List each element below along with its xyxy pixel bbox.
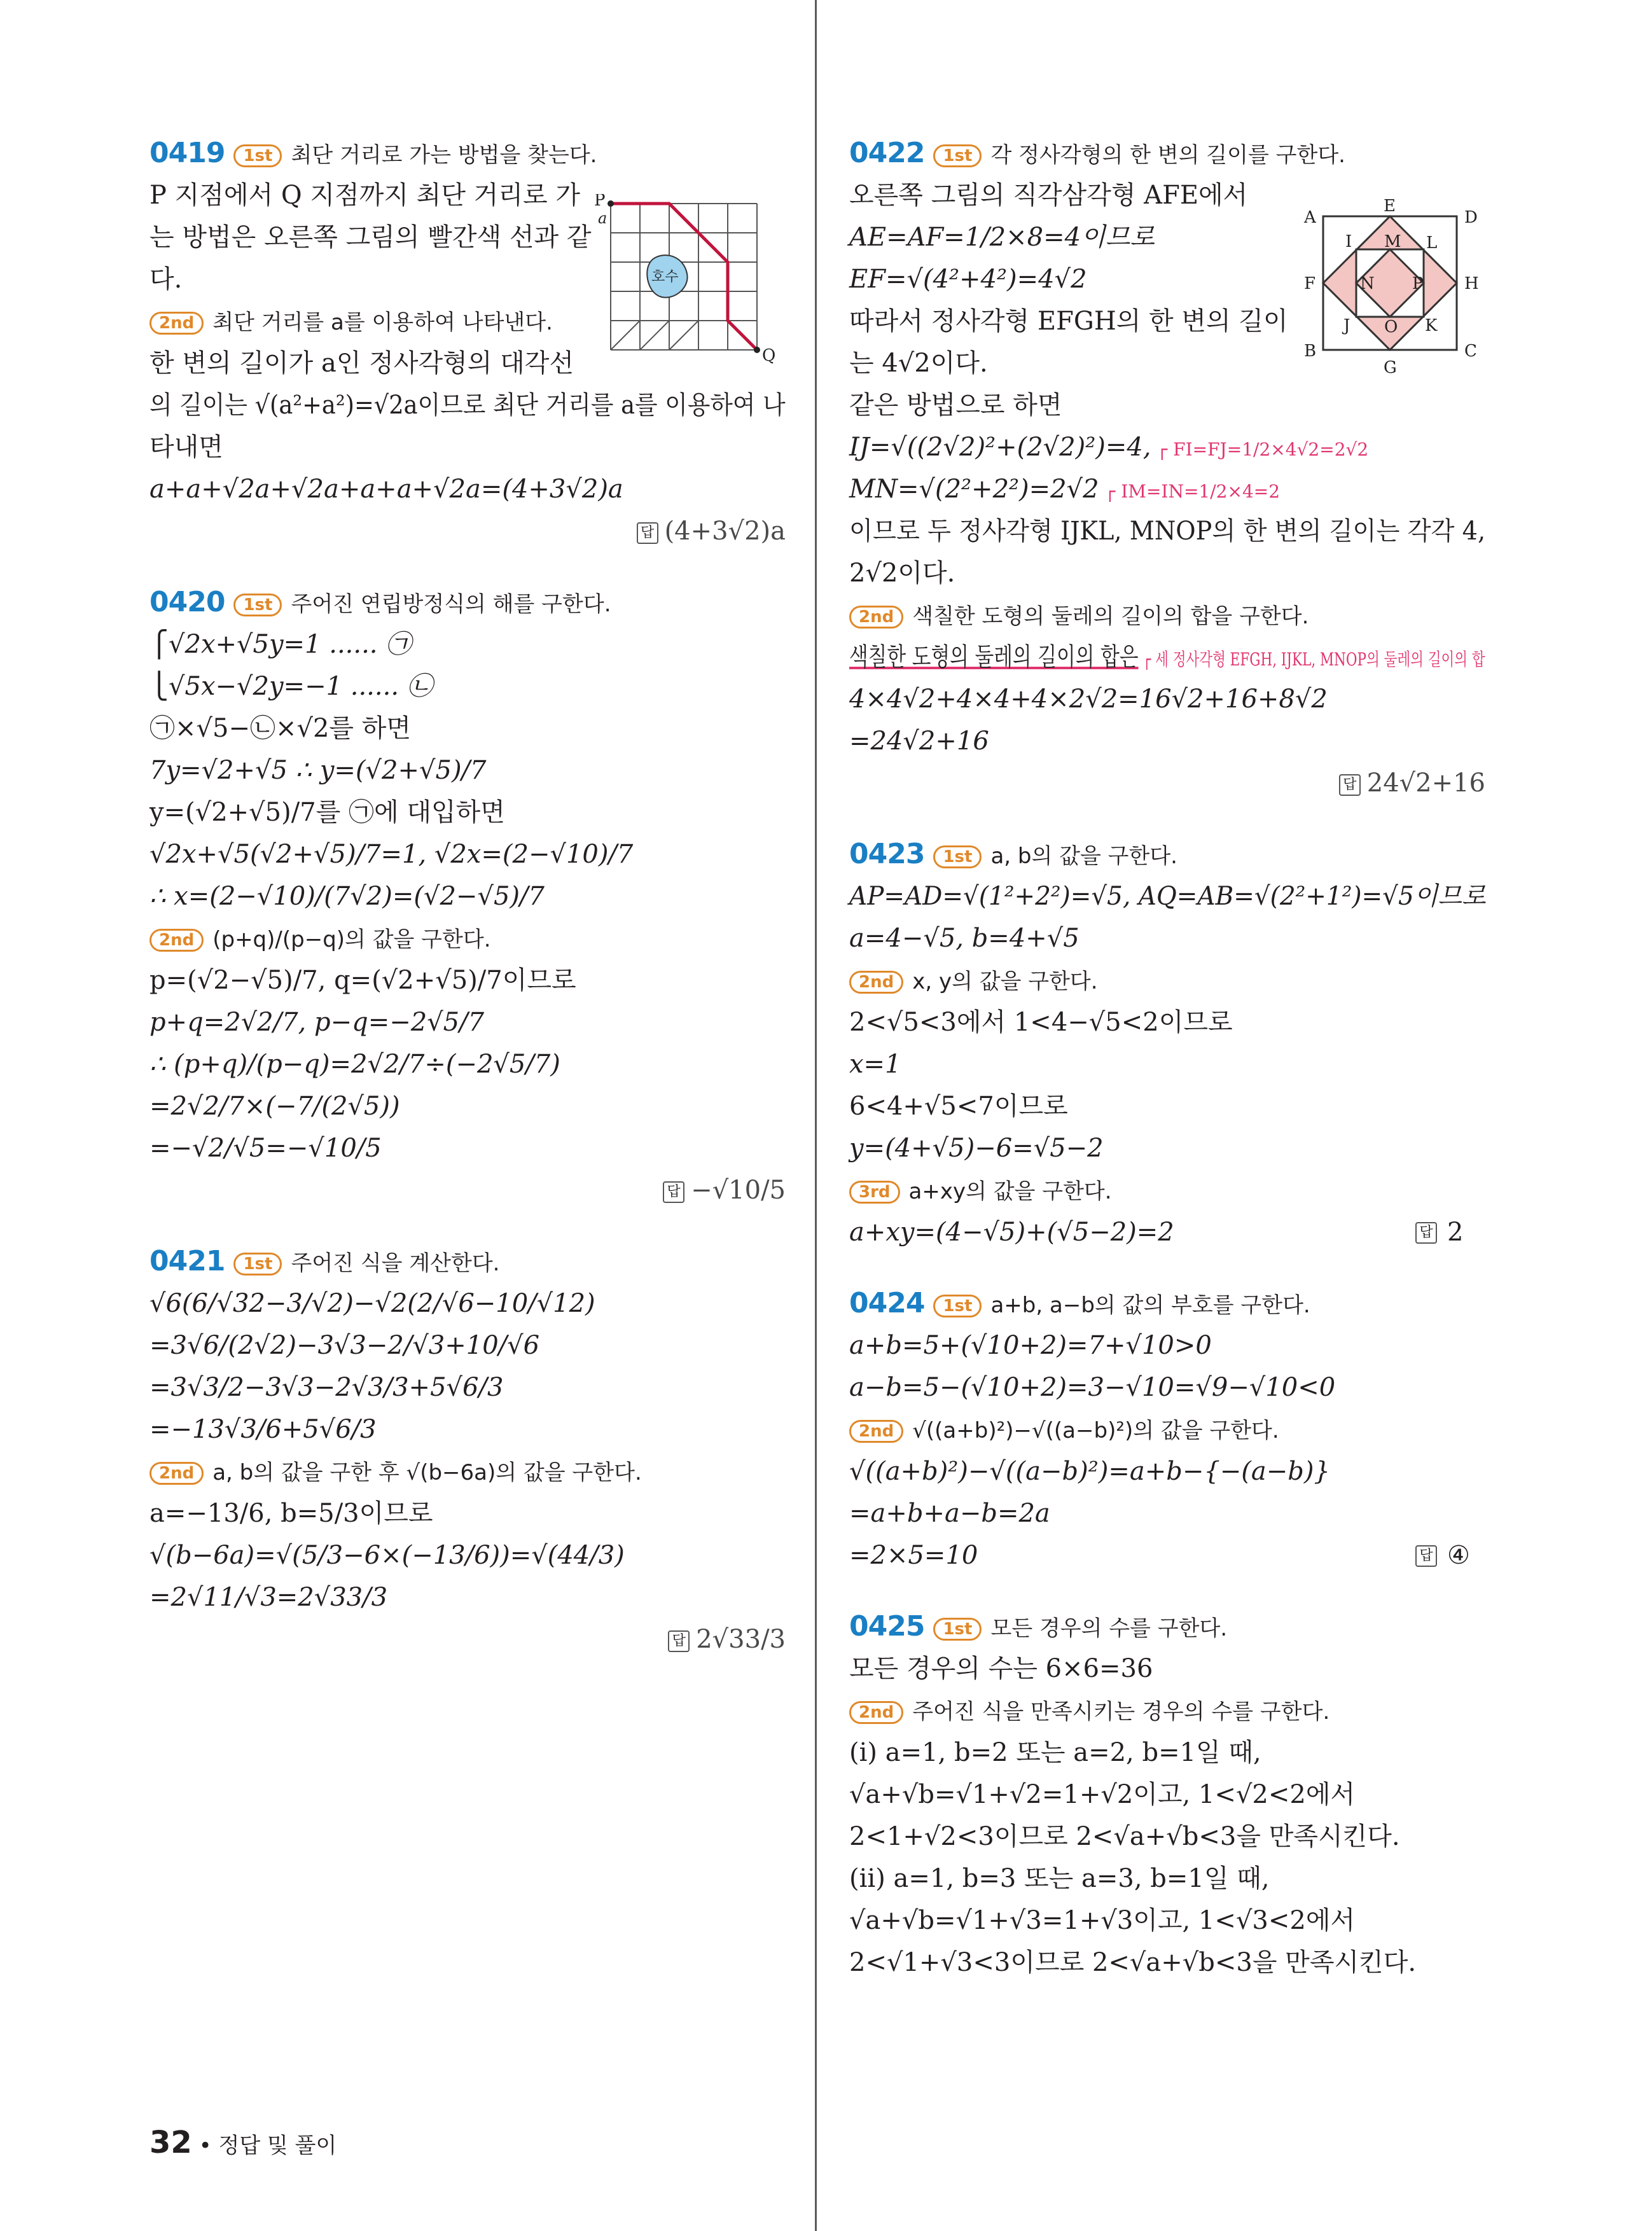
svg-text:F: F (1304, 274, 1316, 293)
svg-text:L: L (1426, 233, 1438, 253)
math-expression: =2√11/√3=2√33/3 (149, 1583, 388, 1612)
line-text (149, 964, 576, 997)
step-badge: 2nd (149, 312, 204, 335)
line-math (149, 880, 545, 913)
line-text (849, 1820, 1400, 1853)
answer-value: 24√2+16 (1366, 768, 1485, 798)
math-expression: ⎧√2x+√5y=1 ...... ㉠ (149, 630, 412, 659)
math-expression: a+b=5+(√10+2)=7+√10>0 (849, 1331, 1212, 1360)
math-expression: ∴ x=(2−√10)/(7√2)=(√2−√5)/7 (149, 882, 545, 911)
line-math (849, 1497, 1050, 1530)
step-badge: 1st (233, 144, 282, 167)
line-text (849, 1904, 1355, 1937)
step-line (849, 1174, 1112, 1208)
step-badge: 2nd (849, 1420, 903, 1443)
annotation-note: ┌ FI=FJ=1/2×4√2=2√2 (1151, 439, 1369, 460)
step-line (849, 964, 1098, 998)
problem-heading (149, 137, 597, 172)
svg-text:E: E (1384, 197, 1396, 216)
annotation-note: ┌ IM=IN=1/2×4=2 (1099, 481, 1281, 502)
math-expression: ⎩√5x−√2y=−1 ...... ㉡ (149, 672, 433, 701)
line-math (849, 1539, 1470, 1572)
step-title: 모든 경우의 수를 구한다. (990, 1616, 1228, 1641)
body-text: 2<√5<3에서 1<4−√5<2이므로 (849, 1008, 1233, 1037)
body-text: 이므로 두 정사각형 IJKL, MNOP의 한 변의 길이는 각각 4, (849, 517, 1486, 546)
body-text: √a+√b=√1+√2=1+√2이고, 1<√2<2에서 (849, 1780, 1356, 1809)
body-text: a=−13/6, b=5/3이므로 (149, 1499, 433, 1528)
svg-text:C: C (1464, 342, 1477, 361)
math-expression: √2x+√5(√2+√5)/7=1, √2x=(2−√10)/7 (149, 840, 634, 869)
body-text: P 지점에서 Q 지점까지 최단 거리로 가 (149, 181, 580, 210)
math-expression: =−13√3/6+5√6/3 (149, 1415, 377, 1444)
line-text (849, 1652, 1153, 1685)
lake-label: 호수 (651, 269, 679, 285)
answer-value: 2 (1447, 1218, 1464, 1247)
answer-icon: 답 (663, 1181, 684, 1203)
svg-text:A: A (1304, 208, 1316, 227)
grid-label-a: a (598, 209, 607, 227)
line-text (849, 1090, 1068, 1123)
body-text: y=(√2+√5)/7를 ㉠에 대입하면 (149, 798, 505, 827)
body-text: 색칠한 도형의 둘레의 길이의 합은 (849, 643, 1139, 672)
body-text: 오른쪽 그림의 직각삼각형 AFE에서 (849, 181, 1248, 210)
step-title: 주어진 연립방정식의 해를 구한다. (291, 592, 611, 617)
step-line (149, 1455, 642, 1489)
line-math (149, 1539, 625, 1572)
math-expression: =24√2+16 (849, 726, 989, 756)
problem-number: 0423 (849, 838, 925, 870)
answer-line (663, 1174, 786, 1207)
answer-value: 2√33/3 (696, 1625, 786, 1654)
step-line (149, 922, 491, 956)
line-math (149, 670, 433, 703)
step-title: a, b의 값을 구한 후 √(b−6a)의 값을 구한다. (212, 1460, 642, 1485)
svg-text:N: N (1360, 274, 1375, 293)
line-math (149, 1581, 387, 1614)
math-expression: =3√6/(2√2)−3√3−2/√3+10/√6 (149, 1331, 540, 1360)
math-expression: MN=√(2²+2²)=2√2 (849, 475, 1099, 504)
svg-text:P: P (1412, 274, 1424, 293)
svg-text:D: D (1464, 208, 1478, 227)
line-math (849, 431, 1368, 466)
math-expression: 7y=√2+√5 ∴ y=(√2+√5)/7 (149, 756, 487, 785)
step-badge: 2nd (149, 929, 204, 952)
line-math (849, 1455, 1330, 1488)
math-expression: p+q=2√2/7, p−q=−2√5/7 (149, 1008, 485, 1037)
problem-heading (849, 1610, 1227, 1645)
line-math (849, 683, 1328, 716)
math-expression: a−b=5−(√10+2)=3−√10=√9−√10<0 (849, 1373, 1336, 1402)
answer-line (1339, 767, 1485, 800)
step-title: 각 정사각형의 한 변의 길이를 구한다. (990, 142, 1345, 168)
line-text (849, 641, 1485, 676)
answer-icon: 답 (1415, 1545, 1437, 1567)
problem-number: 0425 (849, 1610, 925, 1643)
problem-heading (849, 1287, 1310, 1322)
step-title: √((a+b)²)−√((a−b)²)의 값을 구한다. (912, 1418, 1279, 1443)
math-expression: AP=AD=√(1²+2²)=√5, AQ=AB=√(2²+1²)=√5이므로 (849, 882, 1486, 911)
line-math (149, 1371, 503, 1404)
svg-text:O: O (1384, 317, 1398, 337)
math-expression: IJ=√((2√2)²+(2√2)²)=4, (849, 433, 1151, 462)
line-math (149, 628, 411, 661)
math-expression: ∴ (p+q)/(p−q)=2√2/7÷(−2√5/7) (149, 1050, 560, 1079)
math-expression: √((a+b)²)−√((a−b)²)=a+b−{−(a−b)} (849, 1457, 1330, 1486)
math-expression: y=(4+√5)−6=√5−2 (849, 1134, 1104, 1163)
step-title: 주어진 식을 계산한다. (291, 1251, 500, 1276)
body-text: 2<1+√2<3이므로 2<√a+√b<3을 만족시킨다. (849, 1822, 1400, 1851)
step-line (849, 1694, 1329, 1728)
line-math (149, 1048, 560, 1081)
math-expression: a=4−√5, b=4+√5 (849, 924, 1079, 953)
step-title: a+b, a−b의 값의 부호를 구한다. (990, 1293, 1310, 1318)
step-line (849, 1413, 1279, 1447)
problem-number: 0420 (149, 586, 225, 618)
line-text (149, 221, 592, 254)
body-text: 2<√1+√3<3이므로 2<√a+√b<3을 만족시킨다. (849, 1948, 1417, 1977)
answer-icon: 답 (637, 522, 658, 544)
svg-text:M: M (1384, 232, 1401, 251)
answer-icon: 답 (1339, 774, 1361, 796)
svg-text:G: G (1384, 358, 1397, 377)
line-math (849, 221, 1155, 254)
body-text: 모든 경우의 수는 6×6=36 (849, 1654, 1153, 1683)
step-title: (p+q)/(p−q)의 값을 구한다. (212, 927, 491, 952)
nested-squares-figure (1298, 197, 1489, 388)
svg-text:J: J (1343, 316, 1350, 335)
answer-value: ④ (1447, 1541, 1470, 1570)
line-math (849, 263, 1087, 296)
body-text: p=(√2−√5)/7, q=(√2+√5)/7이므로 (149, 966, 576, 995)
step-line (849, 599, 1308, 633)
step-title: x, y의 값을 구한다. (912, 969, 1098, 994)
annotation-note: ┌ 세 정사각형 EFGH, IJKL, MNOP의 둘레의 길이의 합 (1138, 649, 1485, 670)
svg-text:H: H (1464, 274, 1479, 293)
step-badge: 1st (233, 594, 282, 616)
line-math (849, 1371, 1335, 1404)
step-title: 색칠한 도형의 둘레의 길이의 합을 구한다. (912, 604, 1309, 629)
line-math (149, 1413, 377, 1446)
problem-heading (149, 586, 611, 621)
line-text (149, 431, 223, 464)
step-line (149, 305, 553, 339)
line-text (149, 1497, 433, 1530)
line-math (849, 1048, 901, 1081)
line-math (149, 1090, 400, 1123)
step-title: a, b의 값을 구한다. (990, 844, 1177, 869)
line-math (849, 1216, 1464, 1249)
line-math (849, 1132, 1104, 1165)
body-text: ㉠×√5−㉡×√2를 하면 (149, 714, 412, 743)
math-expression: √6(6/√32−3/√2)−√2(2/√6−10/√12) (149, 1289, 595, 1318)
line-math (149, 473, 623, 506)
line-text (149, 347, 574, 380)
line-text (849, 1778, 1355, 1811)
problem-heading (149, 1245, 500, 1280)
step-title: a+xy의 값을 구한다. (908, 1179, 1112, 1204)
problem-number: 0421 (149, 1245, 225, 1277)
line-text (849, 1736, 1261, 1769)
body-text: √a+√b=√1+√3=1+√3이고, 1<√3<2에서 (849, 1906, 1356, 1935)
body-text: 한 변의 길이가 a인 정사각형의 대각선 (149, 349, 574, 378)
step-badge: 1st (933, 144, 982, 167)
line-text (849, 515, 1485, 548)
math-expression: √(b−6a)=√(5/3−6×(−13/6))=√(44/3) (149, 1541, 625, 1570)
line-math (849, 1329, 1212, 1362)
line-math (149, 838, 633, 871)
body-text: (ⅰ) a=1, b=2 또는 a=2, b=1일 때, (849, 1738, 1261, 1767)
line-text (149, 263, 182, 296)
line-math (149, 1287, 595, 1320)
body-text: 는 방법은 오른쪽 그림의 빨간색 선과 같 (149, 223, 592, 252)
line-text (849, 179, 1247, 212)
line-text (149, 712, 411, 745)
math-expression: AE=AF=1/2×8=4이므로 (849, 223, 1155, 252)
answer-line (668, 1623, 786, 1656)
svg-text:K: K (1425, 316, 1438, 335)
step-badge: 1st (933, 1618, 982, 1641)
svg-text:B: B (1304, 342, 1317, 361)
grid-path-figure (592, 194, 782, 366)
step-title: 최단 거리로 가는 방법을 찾는다. (291, 142, 597, 168)
line-text (849, 305, 1288, 338)
problem-heading (849, 137, 1345, 172)
body-text: 따라서 정사각형 EFGH의 한 변의 길이 (849, 307, 1288, 336)
page-number: 32 (149, 2125, 192, 2160)
line-math (149, 1006, 484, 1039)
step-badge: 1st (933, 845, 982, 868)
math-expression: x=1 (849, 1050, 901, 1079)
line-text (149, 796, 505, 829)
math-expression: =3√3/2−3√3−2√3/3+5√6/3 (149, 1373, 504, 1402)
answer-value: −√10/5 (691, 1176, 786, 1205)
line-text (849, 1946, 1416, 1979)
math-expression: a+xy=(4−√5)+(√5−2)=2 (849, 1218, 1174, 1247)
body-text: 6<4+√5<7이므로 (849, 1092, 1068, 1121)
line-text (849, 389, 1062, 422)
step-title: 주어진 식을 만족시키는 경우의 수를 구한다. (912, 1699, 1330, 1725)
grid-label-q: Q (762, 346, 776, 365)
step-badge: 3rd (849, 1181, 900, 1204)
line-math (149, 754, 486, 787)
answer-icon: 답 (668, 1630, 690, 1652)
problem-number: 0422 (849, 137, 925, 169)
body-text: 2√2이다. (849, 559, 955, 588)
page-footer (149, 2125, 337, 2160)
math-expression: =−√2/√5=−√10/5 (149, 1134, 382, 1163)
answer-value: (4+3√2)a (664, 517, 786, 546)
step-badge: 2nd (849, 606, 903, 629)
math-expression: a+a+√2a+√2a+a+a+√2a=(4+3√2)a (149, 475, 623, 504)
step-badge: 2nd (849, 971, 903, 994)
math-expression: =a+b+a−b=2a (849, 1499, 1050, 1528)
column-divider (815, 0, 817, 2231)
line-math (149, 1329, 539, 1362)
line-math (849, 880, 1486, 913)
line-text (849, 347, 988, 380)
step-badge: 1st (933, 1295, 982, 1317)
line-math (849, 725, 989, 758)
body-text: (ⅱ) a=1, b=3 또는 a=3, b=1일 때, (849, 1864, 1270, 1893)
line-text (849, 1006, 1233, 1039)
body-text: 는 4√2이다. (849, 349, 988, 378)
line-text (849, 1862, 1270, 1895)
answer-icon: 답 (1415, 1222, 1437, 1244)
problem-number: 0419 (149, 137, 225, 169)
step-badge: 2nd (849, 1701, 903, 1724)
svg-text:I: I (1345, 232, 1352, 251)
line-text (149, 179, 580, 212)
line-math (849, 473, 1280, 508)
line-text (849, 557, 955, 590)
footer-label: • 정답 및 풀이 (198, 2133, 337, 2158)
math-expression: =2√2/7×(−7/(2√5)) (149, 1092, 400, 1121)
body-text: 의 길이는 √(a²+a²)=√2a이므로 최단 거리를 a를 이용하여 나 (149, 391, 786, 420)
grid-label-p: P (594, 194, 606, 210)
step-badge: 2nd (149, 1462, 204, 1485)
math-expression: =2×5=10 (849, 1541, 978, 1570)
line-math (149, 1132, 382, 1165)
math-expression: 4×4√2+4×4+4×2√2=16√2+16+8√2 (849, 685, 1328, 714)
body-text: 다. (149, 265, 183, 294)
body-text: 타내면 (149, 433, 223, 462)
line-text (149, 389, 786, 422)
line-math (849, 922, 1079, 955)
problem-heading (849, 838, 1177, 873)
math-expression: EF=√(4²+4²)=4√2 (849, 265, 1087, 294)
step-badge: 1st (233, 1253, 282, 1275)
body-text: 같은 방법으로 하면 (849, 391, 1062, 420)
step-title: 최단 거리를 a를 이용하여 나타낸다. (212, 310, 553, 335)
answer-line (637, 515, 786, 548)
problem-number: 0424 (849, 1287, 925, 1319)
